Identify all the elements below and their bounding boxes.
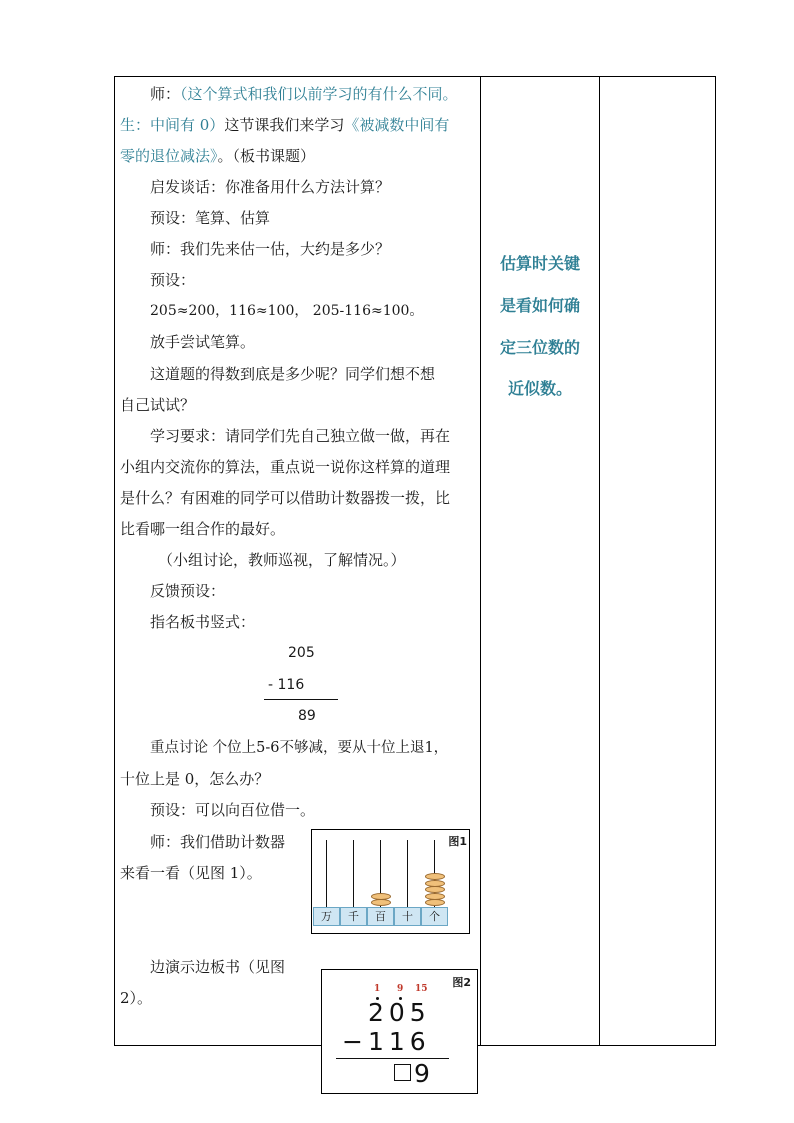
line-1-prefix: 师： (150, 85, 181, 103)
line-6: 师：我们先来估一估，大约是多少？ (150, 240, 391, 258)
carry-hundreds: 1 (374, 984, 381, 994)
note-line-3: 定三位数的 (499, 338, 580, 357)
note-line-2: 是看如何确 (499, 296, 580, 315)
line-1 (150, 84, 458, 104)
line-8: 205≈200，116≈100， 205-116≈100。 (150, 303, 424, 319)
line-16: （小组讨论，教师巡视，了解情况。） (158, 551, 406, 569)
line-10: 这道题的得数到底是多少呢？同学们想不想 (150, 365, 436, 383)
line-5: 预设：笔算、估算 (150, 209, 271, 227)
bead-ge-5 (425, 873, 445, 880)
line-13: 小组内交流你的算法，重点说一说你这样算的道理 (120, 458, 451, 476)
line-9: 放手尝试笔算。 (150, 333, 256, 351)
line-19: 重点讨论 个位上5-6不够减，要从十位上退1， (150, 740, 449, 756)
column-divider-1 (480, 77, 481, 1045)
line-14: 是什么？有困难的同学可以借助计数器拨一拨，比 (120, 489, 451, 507)
place-bai: 百 (367, 907, 394, 926)
figure-2-label: 图2 (452, 976, 471, 989)
bead-ge-2 (425, 893, 445, 900)
bead-ge-1 (425, 899, 445, 906)
bead-ge-4 (425, 880, 445, 887)
bead-bai-1 (371, 899, 391, 906)
calc-subtrahend: - 116 (268, 677, 305, 693)
carry-tens: 9 (397, 984, 404, 994)
figure-1-label: 图1 (448, 835, 467, 848)
rod-qian (353, 840, 354, 908)
line-12: 学习要求：请同学们先自己独立做一做，再在 (150, 427, 451, 445)
line-2 (120, 115, 449, 135)
line-22: 师：我们借助计数器 (150, 833, 286, 851)
rod-shi (407, 840, 408, 908)
figure-1-abacus (311, 829, 470, 934)
line-11: 自己试试？ (120, 396, 196, 414)
bead-ge-3 (425, 886, 445, 893)
line-3 (120, 146, 315, 166)
rod-wan (326, 840, 327, 908)
line-4: 启发谈话：你准备用什么方法计算？ (150, 178, 391, 196)
line-2-text: 这节课我们来学习 (224, 116, 345, 134)
fig2-result-digit: 9 (414, 1059, 435, 1088)
line-7: 预设： (150, 271, 196, 289)
line-15: 比看哪一组合作的最好。 (120, 520, 286, 538)
figure-2-subtraction (321, 969, 478, 1094)
line-23: 来看一看（见图 1）。 (120, 864, 262, 882)
carry-ones: 15 (415, 984, 428, 994)
line-24: 边演示边板书（见图 (150, 958, 286, 976)
line-2-title-start: 《被减数中间有 (344, 116, 450, 134)
fig2-minuend: 205 (368, 998, 431, 1027)
fig2-subtrahend: 116 (368, 1027, 431, 1056)
line-2-answer: 生：中间有 0） (120, 116, 225, 134)
place-ge: 个 (421, 907, 448, 926)
note-line-4: 近似数。 (507, 379, 572, 398)
line-3-text: 。（板书课题） (217, 147, 316, 165)
calc-rule (264, 699, 338, 700)
line-20: 十位上是 0，怎么办？ (120, 770, 270, 788)
calc-minuend: 205 (288, 645, 315, 661)
fig2-minus-sign: − (342, 1027, 368, 1056)
line-21: 预设：可以向百位借一。 (150, 801, 316, 819)
column-divider-2 (599, 77, 600, 1045)
calc-result: 89 (298, 708, 316, 724)
place-wan: 万 (313, 907, 340, 926)
fig2-answer-box (394, 1064, 411, 1081)
line-25: 2）。 (120, 989, 153, 1007)
line-3-title-end: 零的退位减法》 (120, 147, 218, 165)
line-18: 指名板书竖式： (150, 613, 256, 631)
place-shi: 十 (394, 907, 421, 926)
place-qian: 千 (340, 907, 367, 926)
bead-bai-2 (371, 893, 391, 900)
place-labels (313, 907, 448, 926)
note-line-1: 估算时关键 (499, 254, 580, 273)
line-1-question: （这个算式和我们以前学习的有什么不同。 (180, 85, 458, 103)
line-17: 反馈预设： (150, 582, 226, 600)
